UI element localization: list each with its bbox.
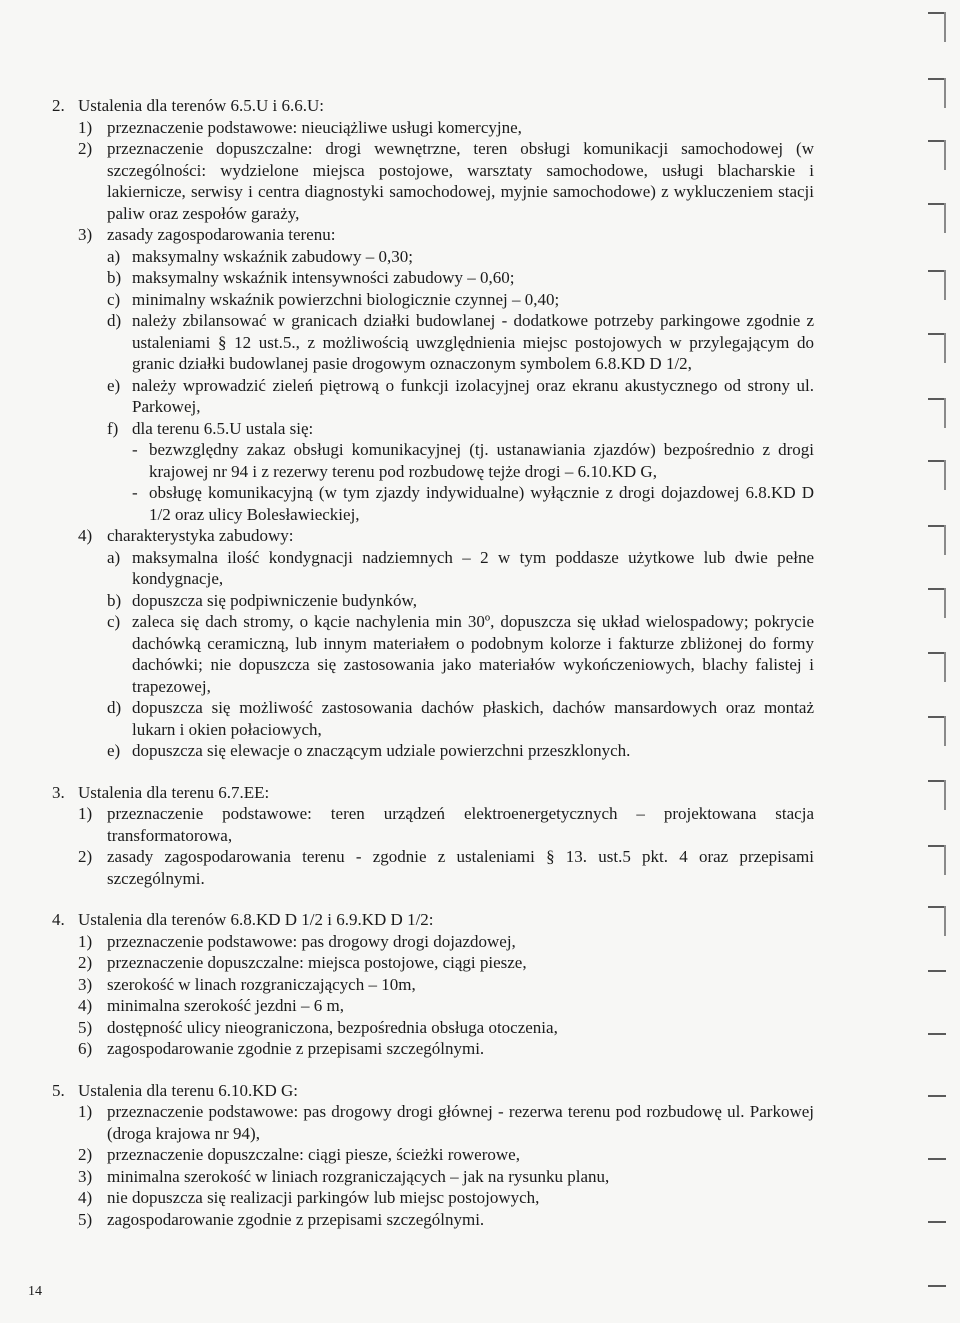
- list-item-number: -: [132, 483, 138, 502]
- list-item-number: a): [107, 547, 121, 567]
- list-item-text: minimalna szerokość w liniach rozgraniczających – jak na rysunku planu,: [107, 1166, 610, 1186]
- list-item: [107, 310, 814, 375]
- scan-edge-marks: [890, 0, 960, 1323]
- section-number: 2.: [52, 96, 65, 115]
- section-heading-text: Ustalenia dla terenu 6.7.EE:: [78, 782, 270, 802]
- list-item-text: dopuszcza się elewacje o znaczącym udziale powierzchni przeszklonych.: [132, 741, 631, 760]
- document-body: [52, 95, 814, 1230]
- list-item: [107, 267, 814, 289]
- list-item-text: minimalna szerokość jezdni – 6 m,: [107, 996, 344, 1015]
- list-item: [78, 1144, 814, 1166]
- list-item-text: zaleca się dach stromy, o kącie nachylenia min 30º, dopuszcza się układ wielospadowy; pokrycie dachówką ceramiczną, lub innym materiałem o podobnym kolorze i fakturze zbliżonej do formy dachówki; nie dopuszcza się zastosowania jako materiałów wykończeniowych, blachy falistej i trapezowej,: [132, 612, 814, 696]
- list-item-number: 1): [78, 931, 93, 951]
- list-item: [107, 246, 814, 268]
- list-item-number: -: [132, 440, 138, 459]
- list-item-number: 5): [78, 1017, 93, 1037]
- list-item-text: przeznaczenie dopuszczalne: ciągi piesze, ścieżki rowerowe,: [107, 1145, 520, 1164]
- list-item-number: d): [107, 698, 122, 717]
- list-item-text: szerokość w linach rozgraniczających – 10m,: [107, 974, 416, 994]
- list-item-text: bezwzględny zakaz obsługi komunikacyjnej (tj. ustanawiania zjazdów) bezpośrednio z drogi krajowej nr 94 i z rezerwy terenu pod rozbudowę tejże drogi – 6.10.KD G,: [149, 440, 814, 481]
- list-item-text: przeznaczenie dopuszczalne: drogi wewnętrzne, teren obsługi komunikacji samochodowej (w szczególności: wydzielone miejsca postojowe, warsztaty samochodowe, usługi blacharskie i lakiernicze, serwisy i centra diagnostyki samochodowej, myjnie samochodowe) z wykluczeniem stacji paliw oraz zespołów garaży,: [107, 139, 814, 223]
- list-item-text: przeznaczenie podstawowe: pas drogowy drogi dojazdowej,: [107, 931, 516, 951]
- list-item-number: 2): [78, 847, 93, 866]
- list-item: [78, 525, 814, 547]
- list-item-text: dla terenu 6.5.U ustala się:: [132, 418, 314, 438]
- list-item-text: minimalny wskaźnik powierzchni biologicznie czynnej – 0,40;: [132, 289, 560, 309]
- list-item-number: b): [107, 268, 122, 287]
- list-item-number: 1): [78, 1102, 93, 1121]
- list-item-text: maksymalna ilość kondygnacji nadziemnych – 2 w tym poddasze użytkowe lub dwie pełne kondygnacje,: [132, 547, 814, 588]
- section-2: [52, 95, 814, 762]
- list-item-number: f): [107, 418, 119, 438]
- list-item: [107, 611, 814, 697]
- list-item: [78, 846, 814, 889]
- list-item: [78, 952, 814, 974]
- list-item-number: 3): [78, 1166, 93, 1186]
- section-4: [52, 909, 814, 1060]
- list-item-number: 1): [78, 804, 93, 823]
- section-heading-text: Ustalenia dla terenów 6.5.U i 6.6.U:: [78, 96, 324, 115]
- list-item-number: 4): [78, 1188, 93, 1207]
- list-item-text: należy wprowadzić zieleń piętrową o funkcji izolacyjnej oraz ekranu akustycznego od strony ul. Parkowej,: [132, 375, 814, 416]
- list-item-text: maksymalny wskaźnik zabudowy – 0,30;: [132, 246, 413, 266]
- list-item-text: zasady zagospodarowania terenu:: [107, 225, 336, 244]
- list-item-number: a): [107, 246, 121, 266]
- list-item: [132, 439, 814, 482]
- list-item: [78, 1187, 814, 1209]
- list-item: [78, 803, 814, 846]
- list-item-text: przeznaczenie podstawowe: pas drogowy drogi głównej - rezerwa terenu pod rozbudowę ul. Parkowej (droga krajowa nr 94),: [107, 1102, 814, 1143]
- list-item-text: zagospodarowanie zgodnie z przepisami szczególnymi.: [107, 1039, 485, 1058]
- list-item-number: 4): [78, 526, 93, 545]
- list-item: [78, 117, 814, 139]
- list-item: [78, 974, 814, 996]
- list-item: [78, 224, 814, 246]
- list-item: [107, 289, 814, 311]
- list-item: [78, 1209, 814, 1231]
- list-item-number: 2): [78, 953, 93, 972]
- list-item: [78, 1101, 814, 1144]
- list-item: [107, 590, 814, 612]
- section-heading: [52, 1080, 814, 1102]
- list-item-text: maksymalny wskaźnik intensywności zabudowy – 0,60;: [132, 268, 515, 287]
- list-item-text: zasady zagospodarowania terenu - zgodnie z ustaleniami § 13. ust.5 pkt. 4 oraz przepisami szczególnymi.: [107, 847, 814, 888]
- list-item: [78, 1017, 814, 1039]
- section-number: 3.: [52, 782, 65, 802]
- list-item: [107, 375, 814, 418]
- list-item: [78, 995, 814, 1017]
- list-item-number: 4): [78, 996, 93, 1015]
- list-item-text: dopuszcza się podpiwniczenie budynków,: [132, 590, 417, 610]
- list-item-number: 3): [78, 974, 93, 994]
- list-item-number: b): [107, 590, 122, 610]
- list-item-text: nie dopuszcza się realizacji parkingów lub miejsc postojowych,: [107, 1188, 540, 1207]
- list-item-number: e): [107, 741, 121, 760]
- list-item: [78, 1166, 814, 1188]
- list-item: [78, 138, 814, 224]
- list-item-number: 6): [78, 1039, 93, 1058]
- list-item: [107, 697, 814, 740]
- list-item-number: 1): [78, 117, 93, 137]
- section-5: [52, 1080, 814, 1231]
- list-item-number: 5): [78, 1209, 93, 1229]
- list-item-number: 3): [78, 225, 93, 244]
- page-number: 14: [28, 1284, 42, 1299]
- list-item-text: dopuszcza się możliwość zastosowania dachów płaskich, dachów mansardowych oraz montaż lukarn i okien połaciowych,: [132, 698, 814, 739]
- list-item-text: zagospodarowanie zgodnie z przepisami szczególnymi.: [107, 1209, 485, 1229]
- section-number: 4.: [52, 910, 65, 929]
- section-heading: [52, 95, 814, 117]
- list-item-text: należy zbilansować w granicach działki budowlanej - dodatkowe potrzeby parkingowe zgodnie z ustaleniami § 12 ust.5., z możliwością uwzględnienia miejsc postojowych w przylegającym do granic działki budowlanej pasie drogowym oznaczonym symbolem 6.8.KD D 1/2,: [132, 311, 814, 373]
- section-3: [52, 782, 814, 890]
- list-item: [107, 547, 814, 590]
- list-item-number: e): [107, 375, 121, 395]
- list-item: [78, 1038, 814, 1060]
- section-number: 5.: [52, 1080, 65, 1100]
- list-item: [107, 418, 814, 440]
- list-item-number: 2): [78, 139, 93, 158]
- section-heading: [52, 909, 814, 931]
- list-item-number: d): [107, 311, 122, 330]
- list-item-number: c): [107, 612, 121, 631]
- section-heading: [52, 782, 814, 804]
- list-item-text: obsługę komunikacyjną (w tym zjazdy indywidualne) wyłącznie z drogi dojazdowej 6.8.KD D 1/2 oraz ulicy Bolesławieckiej,: [149, 483, 814, 524]
- section-heading-text: Ustalenia dla terenu 6.10.KD G:: [78, 1080, 298, 1100]
- list-item-text: charakterystyka zabudowy:: [107, 526, 294, 545]
- list-item: [78, 931, 814, 953]
- list-item: [132, 482, 814, 525]
- section-heading-text: Ustalenia dla terenów 6.8.KD D 1/2 i 6.9.KD D 1/2:: [78, 910, 434, 929]
- list-item-text: dostępność ulicy nieograniczona, bezpośrednia obsługa otoczenia,: [107, 1017, 558, 1037]
- list-item-text: przeznaczenie podstawowe: nieuciążliwe usługi komercyjne,: [107, 117, 522, 137]
- list-item-text: przeznaczenie dopuszczalne: miejsca postojowe, ciągi piesze,: [107, 953, 527, 972]
- list-item-number: 2): [78, 1145, 93, 1164]
- list-item-text: przeznaczenie podstawowe: teren urządzeń elektroenergetycznych – projektowana stacja transformatorowa,: [107, 804, 814, 845]
- list-item: [107, 740, 814, 762]
- list-item-number: c): [107, 289, 121, 309]
